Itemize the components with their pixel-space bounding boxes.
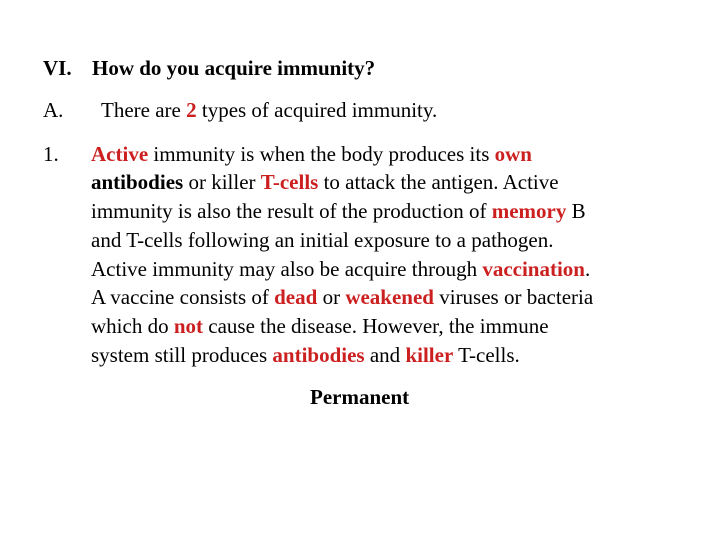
heading-number: VI.: [43, 56, 72, 80]
text-run: B: [566, 199, 586, 223]
text-run: A vaccine consists of: [91, 285, 275, 309]
item-a-marker: A.: [43, 98, 64, 122]
text-run: or killer: [183, 170, 261, 194]
paragraph-line-5: [91, 257, 590, 281]
item-1-marker: 1.: [43, 142, 59, 166]
text-run: immunity is also the result of the production of: [91, 199, 492, 223]
text-run: dead: [274, 285, 318, 309]
item-a-text-part1: There are: [101, 98, 187, 122]
item-a-text-part2: types of acquired immunity.: [196, 98, 438, 122]
section-heading: [43, 56, 375, 80]
paragraph-line-4: [91, 228, 553, 252]
text-run: own: [494, 142, 532, 166]
text-run: T-cells.: [453, 343, 520, 367]
text-run: cause the disease. However, the immune: [203, 314, 549, 338]
text-run: memory: [491, 199, 567, 223]
text-run: to attack the antigen. Active: [318, 170, 559, 194]
paragraph-line-3: [91, 199, 586, 223]
text-run: antibodies: [91, 170, 184, 194]
text-run: and: [364, 343, 406, 367]
permanent-label: Permanent: [310, 385, 410, 409]
text-run: which do: [91, 314, 174, 338]
text-run: system still produces: [91, 343, 273, 367]
paragraph-line-6: [91, 285, 593, 309]
text-run: antibodies: [272, 343, 365, 367]
text-run: or: [317, 285, 346, 309]
text-run: .: [585, 257, 591, 281]
text-run: Active: [91, 142, 149, 166]
text-run: not: [173, 314, 204, 338]
text-run: Active immunity may also be acquire through: [91, 257, 483, 281]
text-run: vaccination: [482, 257, 585, 281]
types-count: 2: [186, 98, 197, 122]
text-run: T-cells: [260, 170, 319, 194]
paragraph-line-7: [91, 314, 549, 338]
text-run: viruses or bacteria: [433, 285, 594, 309]
text-run: killer: [405, 343, 454, 367]
paragraph-line-2: [91, 170, 559, 194]
heading-text: How do you acquire immunity?: [92, 56, 376, 80]
text-run: and T-cells following an initial exposure to a pathogen.: [91, 228, 554, 252]
item-a-text: [101, 98, 437, 122]
text-run: weakened: [345, 285, 434, 309]
paragraph-line-1: [91, 142, 532, 166]
paragraph-line-8: [91, 343, 520, 367]
text-run: immunity is when the body produces its: [148, 142, 495, 166]
